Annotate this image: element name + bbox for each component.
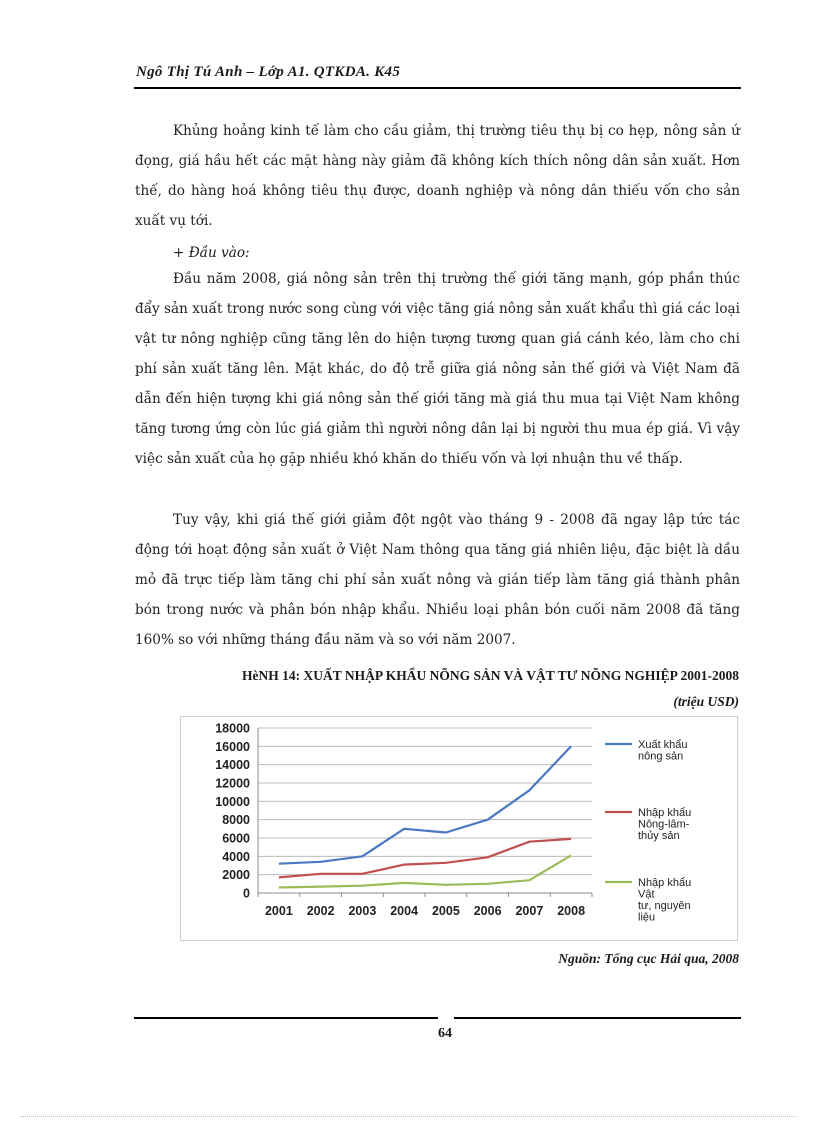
y-tick-label: 6000	[222, 831, 250, 846]
paragraph-1: Khủng hoảng kinh tế làm cho cầu giảm, thị trường tiêu thụ bị co hẹp, nông sản ứ đọng, giá hầu hết các mặt hàng này giảm đã không kích thích nông dân sản xuất. Hơn thế, do hàng hoá không tiêu thụ được, doanh nghiệp và nông dân thiếu vốn cho sản xuất vụ tới.	[135, 123, 740, 229]
chart-container	[180, 716, 738, 941]
y-tick-label: 0	[243, 886, 250, 901]
x-tick-label: 2006	[473, 904, 502, 918]
y-tick-label: 16000	[215, 739, 250, 754]
figure-source: Nguồn: Tổng cục Hải qua, 2008	[558, 951, 739, 966]
x-tick-label: 2008	[557, 904, 586, 918]
y-tick-label: 2000	[222, 868, 250, 883]
y-tick-label: 12000	[215, 776, 250, 791]
legend-label: tư, nguyên	[638, 900, 691, 912]
subheading-inputs: + Đầu vào:	[173, 245, 250, 261]
footer-rule-right	[454, 1017, 741, 1019]
line-chart	[180, 716, 738, 941]
y-tick-label: 10000	[215, 794, 250, 809]
legend-label: liệu	[638, 911, 656, 924]
page-bottom-dotted-line	[20, 1116, 796, 1117]
paragraph-3: Tuy vậy, khi giá thế giới giảm đột ngột vào tháng 9 - 2008 đã ngay lập tức tác động tới hoạt động sản xuất ở Việt Nam thông qua tăng giá nhiên liệu, đặc biệt là dầu mỏ đã trực tiếp làm tăng chi phí sản xuất nông và gián tiếp làm tăng giá thành phân bón trong nước và phân bón nhập khẩu. Nhiều loại phân bón cuối năm 2008 đã tăng 160% so với những tháng đầu năm và so với năm 2007.	[135, 512, 740, 648]
x-tick-label: 2005	[431, 904, 460, 918]
figure-title: HèNH 14: XUẤT NHẬP KHẨU NÕNG SẢN VÀ VẬT TƯ NÕNG NGHIỆP 2001-2008	[241, 668, 739, 683]
legend-label: Nông-lâm-	[638, 818, 690, 831]
page-header: Ngô Thị Tú Anh – Lớp A1. QTKDA. K45	[136, 64, 401, 80]
legend-label: Vật	[638, 888, 655, 901]
y-tick-label: 14000	[215, 758, 250, 773]
paragraph-2: Đầu năm 2008, giá nông sản trên thị trường thế giới tăng mạnh, góp phần thúc đẩy sản xuất trong nước song cùng với việc tăng giá nông sản xuất khẩu thì giá các loại vật tư nông nghiệp cũng tăng lên do hiện tượng tương quan giá cánh kéo, làm cho chi phí sản xuất tăng lên. Mặt khác, do độ trễ giữa giá nông sản thế giới và Việt Nam đã dẫn đến hiện tượng khi giá nông sản thế giới tăng mà giá thu mua tại Việt Nam không tăng tương ứng còn lúc giá giảm thì người nông dân lại bị người thu mua ép giá. Vì vậy việc sản xuất của họ gặp nhiều khó khăn do thiếu vốn và lợi nhuận thu về thấp.	[135, 271, 740, 467]
chart-gridlines	[258, 728, 592, 893]
legend-label: Nhập khẩu	[638, 807, 692, 819]
y-tick-label: 8000	[222, 813, 250, 828]
x-tick-label: 2002	[306, 904, 335, 918]
y-tick-label: 4000	[222, 849, 250, 864]
x-tick-label: 2001	[264, 904, 293, 918]
legend-label: Xuất khẩu	[638, 739, 688, 751]
header-rule	[134, 87, 741, 89]
legend-label: thủy sản	[638, 830, 680, 842]
x-tick-label: 2007	[515, 904, 544, 918]
x-tick-label: 2003	[348, 904, 377, 918]
plot-area	[258, 728, 592, 893]
figure-unit: (triệu USD)	[673, 694, 739, 709]
legend-label: nông sản	[638, 750, 684, 763]
footer-rule-left	[134, 1017, 438, 1019]
y-tick-label: 18000	[215, 721, 250, 736]
page-number: 64	[438, 1026, 452, 1041]
x-tick-label: 2004	[390, 904, 419, 918]
legend-label: Nhập khẩu	[638, 877, 692, 889]
